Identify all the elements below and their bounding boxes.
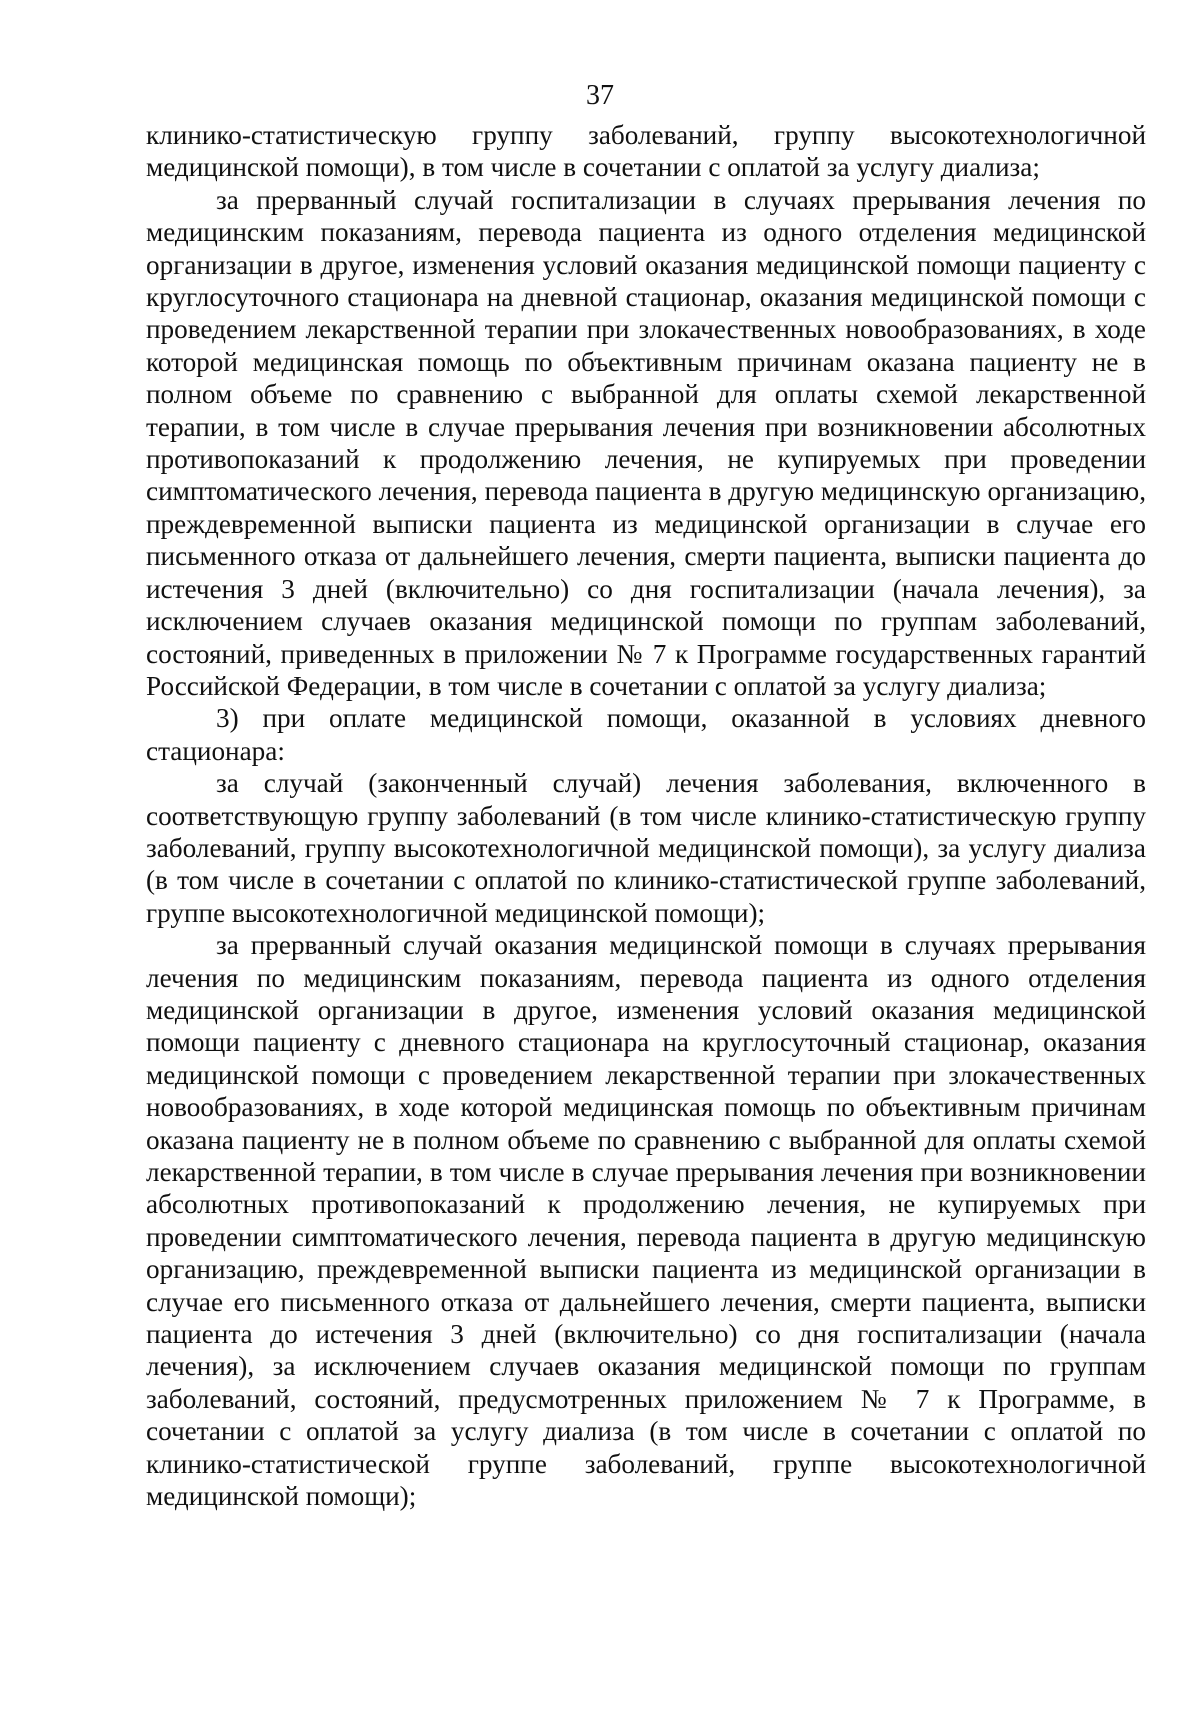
paragraph-interrupted-hospitalization: за прерванный случай госпитализации в случаях прерывания лечения по медицинским показаниям, перевода пациента из одного отделения медицинской организации в другое, изменения условий оказания медицинской помощи пациенту с круглосуточного стационара на дневной стационар, оказания медицинской помощи с проведением лекарственной терапии при злокачественных новообразованиях, в ходе которой медицинская помощь по объективным причинам оказана пациенту не в полном объеме по сравнению с выбранной для оплаты схемой лекарственной терапии, в том числе в случае прерывания лечения при возникновении абсолютных противопоказаний к продолжению лечения, не купируемых при проведении симптоматического лечения, перевода пациента в другую медицинскую организацию, преждевременной выписки пациента из медицинской организации в случае его письменного отказа от дальнейшего лечения, смерти пациента, выписки пациента до истечения 3 дней (включительно) со дня госпитализации (начала лечения), за исключением случаев оказания медицинской помощи по группам заболеваний, состояний, приведенных в приложении № 7 к Программе государственных гарантий Российской Федерации, в том числе в сочетании с оплатой за услугу диализа; [146, 184, 1146, 701]
paragraph-continuation: клинико-статистическую группу заболеваний, группу высокотехнологичной медицинской помощи), в том числе в сочетании с оплатой за услугу диализа; [146, 120, 1146, 183]
page-number: 37 [586, 80, 614, 111]
paragraph-interrupted-day-hospital: за прерванный случай оказания медицинской помощи в случаях прерывания лечения по медицинским показаниям, перевода пациента из одного отделения медицинской организации в другое, изменения условий оказания медицинской помощи пациенту с дневного стационара на круглосуточный стационар, оказания медицинской помощи с проведением лекарственной терапии при злокачественных новообразованиях, в ходе которой медицинская помощь по объективным причинам оказана пациенту не в полном объеме по сравнению с выбранной для оплаты схемой лекарственной терапии, в том числе в случае прерывания лечения при возникновении абсолютных противопоказаний к продолжению лечения, не купируемых при проведении симптоматического лечения, перевода пациента в другую медицинскую организацию, преждевременной выписки пациента из медицинской организации в случае его письменного отказа от дальнейшего лечения, смерти пациента, выписки пациента до истечения 3 дней (включительно) со дня госпитализации (начала лечения), за исключением случаев оказания медицинской помощи по группам заболеваний, состояний, предусмотренных приложением № 7 к Программе, в сочетании с оплатой за услугу диализа (в том числе в сочетании с оплатой по клинико-статистической группе заболеваний, группе высокотехнологичной медицинской помощи); [146, 930, 1146, 1512]
document-body [146, 119, 1146, 1512]
paragraph-day-hospital-heading: 3) при оплате медицинской помощи, оказанной в условиях дневного стационара: [146, 703, 1146, 766]
paragraph-completed-case: за случай (законченный случай) лечения заболевания, включенного в соответствующую группу заболеваний (в том числе клинико-статистическую группу заболеваний, группу высокотехнологичной медицинской помощи), за услугу диализа (в том числе в сочетании с оплатой по клинико-статистической группе заболеваний, группе высокотехнологичной медицинской помощи); [146, 768, 1146, 928]
